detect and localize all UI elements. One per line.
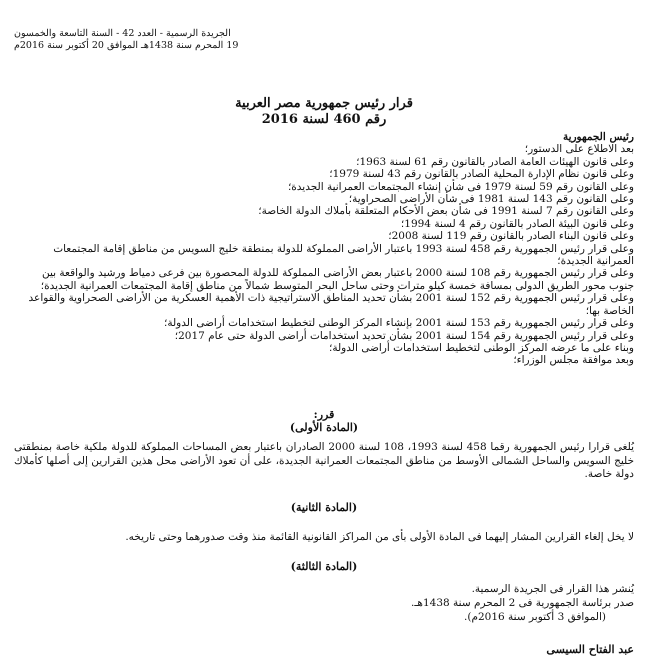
preamble-line: وعلى قرار رئيس الجمهورية رقم 108 لسنة 2000 باعتبار بعض الأراضى المملوكة للدولة المحصورة بين فرعى دمياط ورشيد والواقعة بين جنوب محور الطريق الدولى بمسافة خمسة كيلو مترات وحتى ساحل البحر المتوسط شمالاً من مناطق إقامة المجتمعات العمرانية الجديدة؛ [40, 267, 634, 292]
preamble-line: وعلى قانون الهيئات العامة الصادر بالقانون رقم 61 لسنة 1963؛ [356, 155, 634, 168]
decision-heading: قرر: [313, 408, 335, 421]
preamble-line: وبعد موافقة مجلس الوزراء؛ [513, 354, 634, 367]
preamble-heading: رئيس الجمهورية [562, 131, 634, 143]
preamble-line: وعلى قرار رئيس الجمهورية رقم 154 لسنة 2001 بشأن تحديد استخدامات أراضى الدولة حتى عام 2017؛ [174, 329, 634, 342]
preamble-line: وعلى قرار رئيس الجمهورية رقم 152 لسنة 2001 بشأن تحديد المناطق الاستراتيجية ذات الأهمية العسكرية من الأراضى الصحراوية والقواعد الخاصة بها؛ [28, 292, 634, 317]
decree-title-line-1: قرار رئيس جمهورية مصر العربية [235, 96, 413, 111]
gazette-line-1: الجريدة الرسمية - العدد 42 - السنة التاسعة والخمسون [14, 28, 231, 39]
preamble-line: وعلى قرار رئيس الجمهورية رقم 153 لسنة 2001 بإنشاء المركز الوطنى لتخطيط استخدامات أراضى الدولة؛ [164, 317, 634, 330]
preamble-line: بعد الاطلاع على الدستور؛ [524, 143, 634, 156]
preamble-line: وعلى قانون البناء الصادر بالقانون رقم 119 لسنة 2008؛ [388, 230, 634, 243]
gazette-line-2: 19 المحرم سنة 1438هـ الموافق 20 أكتوبر سنة 2016م [14, 40, 239, 51]
preamble-line: وعلى قرار رئيس الجمهورية رقم 458 لسنة 1993 باعتبار الأراضى المملوكة للدولة بمنطقة خليج السويس من مناطق إقامة المجتمعات العمرانية الجديدة؛ [53, 242, 634, 268]
article-3-line: يُنشر هذا القرار فى الجريدة الرسمية. [471, 583, 634, 595]
preamble [14, 131, 634, 367]
decree-title-line-2: رقم 460 لسنة 2016 [261, 112, 387, 127]
article-3-text [14, 582, 634, 624]
preamble-line: وعلى القانون رقم 59 لسنة 1979 فى شأن إنشاء المجتمعات العمرانية الجديدة؛ [287, 180, 634, 193]
article-1-title: (المادة الأولى) [289, 421, 359, 434]
article-3-title: (المادة الثالثة) [290, 560, 358, 573]
article-1-text: يُلغى قرارا رئيس الجمهورية رقما 458 لسنة 1993، 108 لسنة 2000 الصادران باعتبار بعض المساحات المملوكة للدولة ملكية خاصة بمنطقتى خليج السويس والساحل الشمالى الأوسط من مناطق المجتمعات العمرانية الجديدة، على أن تعود الأراضى محل هذين القرارين إلى أصلها كأملاك دولة خاصة. [14, 441, 634, 480]
preamble-line: وعلى قانون البيئة الصادر بالقانون رقم 4 لسنة 1994؛ [400, 217, 634, 230]
preamble-line: وعلى القانون رقم 143 لسنة 1981 فى شأن الأراضى الصحراوية؛ [348, 193, 634, 206]
article-2-title: (المادة الثانية) [290, 501, 358, 514]
signature: عبد الفتاح السيسى [546, 643, 634, 656]
article-3-line: (الموافق 3 أكتوبر سنة 2016م). [464, 611, 606, 623]
article-3-line: صدر برئاسة الجمهورية فى 2 المحرم سنة 1438هـ. [411, 597, 634, 609]
gazette-header [14, 28, 274, 52]
decree-title [0, 96, 648, 128]
article-2-text: لا يخل إلغاء القرارين المشار إليهما فى المادة الأولى بأى من المراكز القانونية القائمة منذ وقت صدورهما وحتى تاريخه. [125, 531, 634, 543]
preamble-line: وعلى القانون رقم 7 لسنة 1991 فى شأن بعض الأحكام المتعلقة بأملاك الدولة الخاصة؛ [258, 205, 634, 218]
preamble-line: وعلى قانون نظام الإدارة المحلية الصادر بالقانون رقم 43 لسنة 1979؛ [329, 168, 634, 181]
preamble-line: وبناء على ما عرضه المركز الوطنى لتخطيط استخدامات أراضى الدولة؛ [329, 341, 634, 354]
